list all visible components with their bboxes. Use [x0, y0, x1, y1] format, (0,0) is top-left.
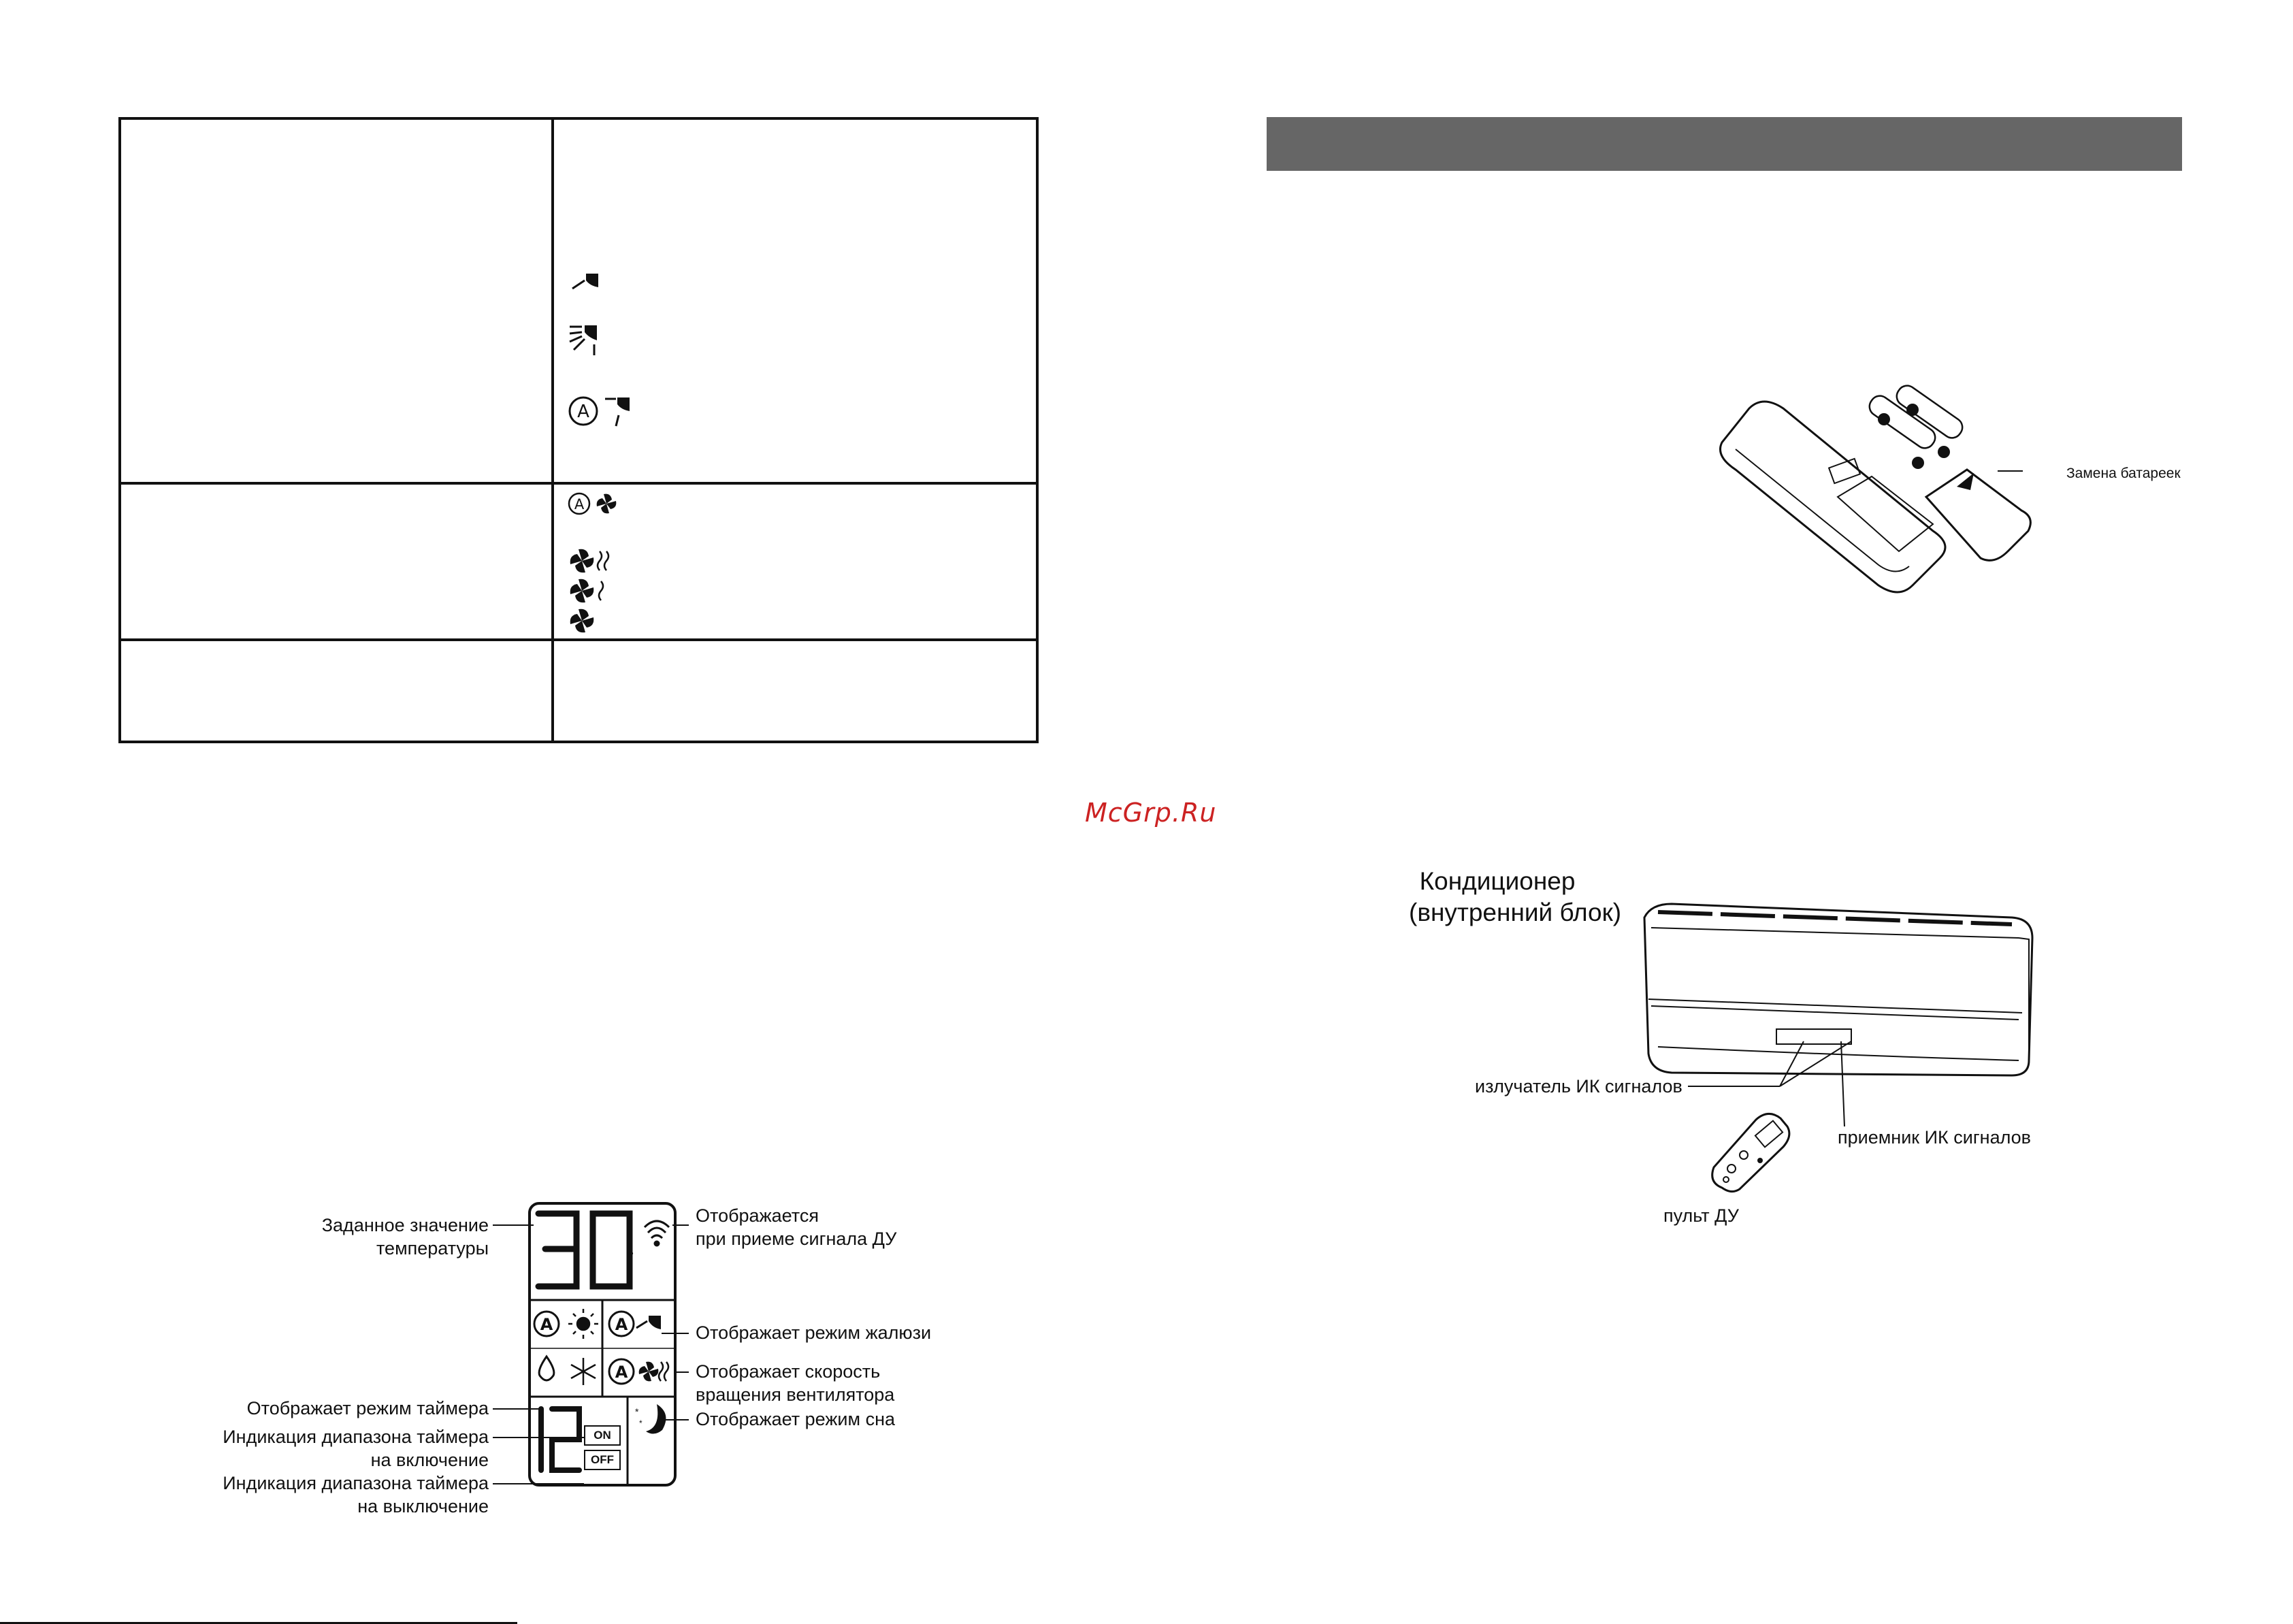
callout-timer-off-1: Индикация диапазона таймера — [223, 1473, 489, 1493]
svg-text:*: * — [635, 1406, 639, 1417]
remote-control-figure — [1702, 1106, 1797, 1198]
svg-text:A: A — [615, 1363, 628, 1382]
leader-line — [662, 1333, 689, 1334]
fan-auto-icon — [567, 490, 621, 517]
table-column-divider — [551, 120, 554, 741]
watermark: McGrp.Ru — [1085, 798, 1217, 828]
callout-timer-mode: Отображает режим таймера — [246, 1398, 489, 1418]
section-header-band — [1267, 117, 2182, 171]
louver-sweep-icon — [567, 323, 601, 358]
fan-medium-icon — [567, 577, 621, 604]
leader-line — [493, 1224, 534, 1226]
leader-line — [493, 1483, 584, 1484]
svg-text:A: A — [574, 496, 585, 513]
ac-title-2: (внутренний блок) — [1409, 898, 1622, 926]
svg-text:A: A — [615, 1315, 628, 1334]
svg-text:*: * — [639, 1418, 643, 1428]
callout-timer-on-1: Индикация диапазона таймера — [223, 1427, 489, 1447]
leader-line — [664, 1419, 689, 1420]
timer-on-indicator: ON — [584, 1425, 621, 1446]
timer-off-indicator: OFF — [584, 1450, 621, 1470]
callout-timer-off-2: на выключение — [357, 1496, 489, 1516]
leader-line — [493, 1408, 542, 1410]
settings-table — [118, 117, 1039, 743]
callout-fan-2: вращения вентилятора — [696, 1384, 895, 1405]
fan-high-icon — [567, 547, 621, 574]
callout-fan-1: Отображает скорость — [696, 1361, 881, 1382]
battery-replacement-figure — [1708, 381, 2089, 630]
louver-swing-icon — [567, 268, 601, 295]
remote-label: пульт ДУ — [1663, 1205, 1739, 1226]
emitter-label: излучатель ИК сигналов — [1475, 1076, 1682, 1097]
receiver-label: приемник ИК сигналов — [1838, 1127, 2032, 1148]
louver-auto-icon — [567, 392, 635, 430]
table-row-divider — [121, 482, 1036, 485]
callout-sleep: Отображает режим сна — [696, 1409, 896, 1429]
leader-line — [672, 1224, 689, 1226]
ac-title-1: Кондиционер — [1419, 867, 1576, 895]
leader-line — [674, 1371, 689, 1373]
svg-text:A: A — [540, 1315, 553, 1334]
callout-louver: Отображает режим жалюзи — [696, 1322, 932, 1343]
degree-symbol: ° — [629, 1250, 634, 1263]
leader-line — [493, 1437, 584, 1438]
battery-caption: Замена батареек — [2066, 466, 2181, 481]
lcd-display-diagram — [527, 1201, 677, 1491]
callout-timer-on-2: на включение — [370, 1450, 489, 1470]
callout-signal-1: Отображается — [696, 1205, 819, 1226]
callout-set-temp-1: Заданное значение — [321, 1215, 489, 1235]
callout-set-temp-2: температуры — [376, 1238, 489, 1258]
callout-signal-2: при приеме сигнала ДУ — [696, 1229, 897, 1249]
table-row-divider — [121, 638, 1036, 641]
fan-low-icon — [567, 607, 601, 634]
svg-text:A: A — [577, 402, 589, 422]
